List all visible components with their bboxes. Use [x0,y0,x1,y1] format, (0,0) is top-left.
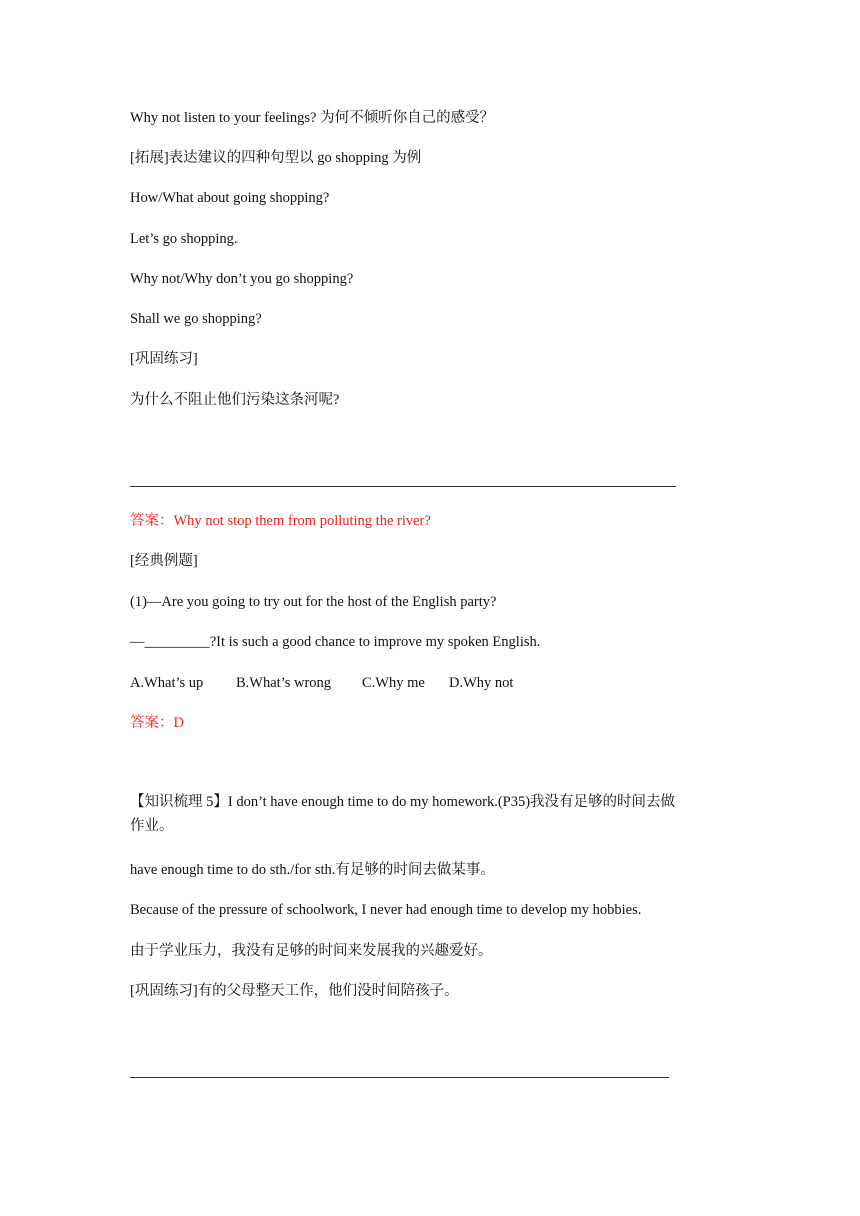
answer-text: 答案：D [130,715,184,731]
text-line: Let’s go shopping. [130,231,238,247]
text-line: [经典例题] [130,553,198,569]
text-line: [巩固练习] [130,351,198,367]
option-c: C.Why me [362,675,425,691]
answer-text: 答案：Why not stop them from polluting the river? [130,513,431,529]
text-line: [巩固练习]有的父母整天工作，他们没时间陪孩子。 [130,983,459,999]
text-line: 为什么不阻止他们污染这条河呢? [130,392,340,408]
text-line: How/What about going shopping? [130,190,330,206]
question-text: —_________?It is such a good chance to improve my spoken English. [130,634,541,650]
text-line: Shall we go shopping? [130,311,262,327]
knowledge-point-5: 【知识梳理 5】I don’t have enough time to do my homework.(P35)我没有足够的时间去做作业。 [130,794,676,834]
option-a: A.What’s up [130,675,204,691]
answer-blank-line [130,486,676,487]
text-line: Because of the pressure of schoolwork, I never had enough time to develop my hobbies. [130,902,642,918]
options-row [130,673,513,693]
question-text: (1)—Are you going to try out for the host of the English party? [130,594,497,610]
answer-blank-line [130,1077,669,1078]
text-line: 由于学业压力，我没有足够的时间来发展我的兴趣爱好。 [130,943,493,959]
text-line: Why not listen to your feelings? 为何不倾听你自己的感受？ [130,110,495,126]
text-line: [拓展]表达建议的四种句型以 go shopping 为例 [130,150,422,166]
text-line: Why not/Why don’t you go shopping? [130,271,354,287]
text-line: have enough time to do sth./for sth.有足够的时间去做某事。 [130,862,495,878]
option-b: B.What’s wrong [236,675,332,691]
option-d: D.Why not [449,675,514,691]
